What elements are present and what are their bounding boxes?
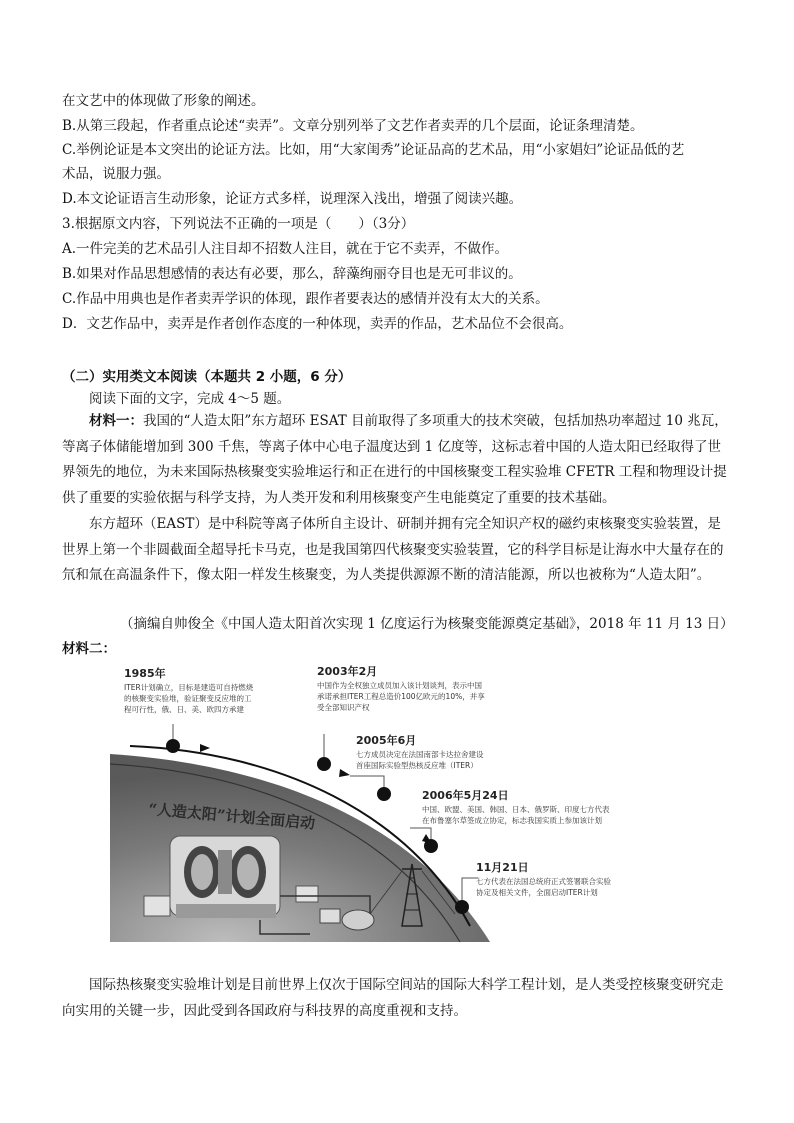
option-d-line: D.本文论证语言生动形象，论证方式多样，说理深入浅出，增强了阅读兴趣。 [62, 191, 523, 207]
event-2003 [317, 664, 485, 712]
arc-arrow [339, 769, 350, 777]
event-text: 承诺承担ITER工程总造价100亿欧元的10%，并享 [317, 692, 485, 701]
event-year: 2003年2月 [317, 665, 378, 678]
event-dot [317, 757, 331, 771]
material1-paragraph-1 [62, 409, 734, 511]
event-text: 七方成员决定在法国南部卡达拉舍建设 [356, 750, 484, 759]
event-year: 2005年6月 [356, 734, 417, 747]
timeline-svg [110, 664, 690, 942]
q3-option-d: D．文艺作品中，卖弄是作者创作态度的一种体现，卖弄的作品，艺术品位不会很高。 [62, 316, 573, 332]
material2-label: 材料二： [62, 641, 116, 657]
text-line-1: 在文艺中的体现做了形象的阐述。 [62, 93, 265, 109]
event-text: 程可行性，俄、日、美、欧四方承建 [124, 705, 244, 714]
event-text: 协定及相关文件，全面启动ITER计划 [476, 888, 598, 897]
q3-option-c: C.作品中用典也是作者卖弄学识的体现，跟作者要表达的感情并没有太大的关系。 [62, 291, 549, 307]
event-text: 中国、欧盟、美国、韩国、日本、俄罗斯、印度七方代表 [422, 805, 610, 814]
connector [350, 776, 384, 787]
option-b-line: B.从第三段起，作者重点论述“卖弄”。文章分别列举了文艺作者卖弄的几个层面，论证条理清楚。 [62, 118, 644, 134]
event-text: 首座国际实验型热核反应堆（ITER） [356, 761, 478, 770]
event-dot [166, 739, 180, 753]
q3-option-b: B.如果对作品思想感情的表达有必要，那么，辞藻绚丽夺目也是无可非议的。 [62, 266, 522, 282]
option-c-line-cont: 术品，说服力强。 [62, 166, 170, 182]
event-2006 [422, 788, 610, 826]
dome-banner: “人造太阳”计划全面启动 [147, 800, 316, 833]
arc-arrow [200, 744, 210, 752]
citation: （摘编自帅俊全《中国人造太阳首次实现 1 亿度运行为核聚变能源奠定基础》，2018 年 11 月 13 日） [120, 616, 734, 632]
material1-p1-text: 我国的“人造太阳”东方超环 ESAT 目前取得了多项重大的技术突破，包括加热功率超过 10 兆瓦，等离子体储能增加到 300 千焦，等离子体中心电子温度达到 1 亿度等，这标志着中国的人造太阳已经取得了世界领先的地位，为未来国际热核聚变实验堆运行和正在进行的中国核聚变工程实验堆 CFETR 工程和物理设计提供了重要的实验依据与科学支持，为人类开发和利用核聚变产生电能奠定了重要的技术基础。 [62, 413, 728, 506]
iter-timeline-figure [110, 664, 690, 942]
material1-paragraph-2: 东方超环（EAST）是中科院等离子体所自主设计、研制并拥有完全知识产权的磁约束核聚变实验装置，是世界上第一个非圆截面全超导托卡马克，也是我国第四代核聚变实验装置，它的科学目标是让海水中大量存在的氘和氚在高温条件下，像太阳一样发生核聚变，为人类提供源源不断的清洁能源，所以也被称为“人造太阳”。 [62, 516, 724, 583]
section-instruction: 阅读下面的文字，完成 4～5 题。 [89, 391, 291, 407]
question-3: 3.根据原文内容，下列说法不正确的一项是（ ）（3分） [62, 216, 415, 232]
event-dot [455, 900, 469, 914]
section-title: （二）实用类文本阅读（本题共 2 小题，6 分） [62, 369, 352, 385]
q3-option-a: A.一件完美的艺术品引人注目却不招数人注目，就在于它不卖弄，不做作。 [62, 241, 509, 257]
event-text: 七方代表在法国总统府正式签署联合实验 [476, 877, 611, 886]
event-dot [377, 787, 391, 801]
event-year: 11月21日 [476, 861, 529, 874]
closing-paragraph: 国际热核聚变实验堆计划是目前世界上仅次于国际空间站的国际大科学工程计划，是人类受控核聚变研究走向实用的关键一步，因此受到各国政府与科技界的高度重视和支持。 [62, 977, 724, 1019]
event-1121 [476, 861, 611, 898]
material1-label: 材料一： [89, 413, 143, 429]
event-text: 的核聚变实验堆，验证聚变反应堆的工 [124, 694, 252, 703]
event-text: ITER计划确立，目标是建造可自持燃烧 [124, 683, 254, 692]
event-year: 1985年 [124, 667, 166, 680]
event-text: 在布鲁塞尔草签成立协定，标志我国实质上参加该计划 [422, 816, 602, 825]
event-text: 中国作为全权独立成员加入该计划谈判，表示中国 [317, 681, 482, 690]
event-2005 [356, 733, 484, 770]
option-c-line: C.举例论证是本文突出的论证方法。比如，用“大家闺秀”论证品高的艺术品，用“小家娼妇”论证品低的艺 [62, 142, 685, 158]
event-year: 2006年5月24日 [422, 789, 509, 802]
event-1985 [124, 666, 254, 715]
event-dot [424, 839, 438, 853]
event-text: 受全部知识产权 [317, 703, 370, 712]
